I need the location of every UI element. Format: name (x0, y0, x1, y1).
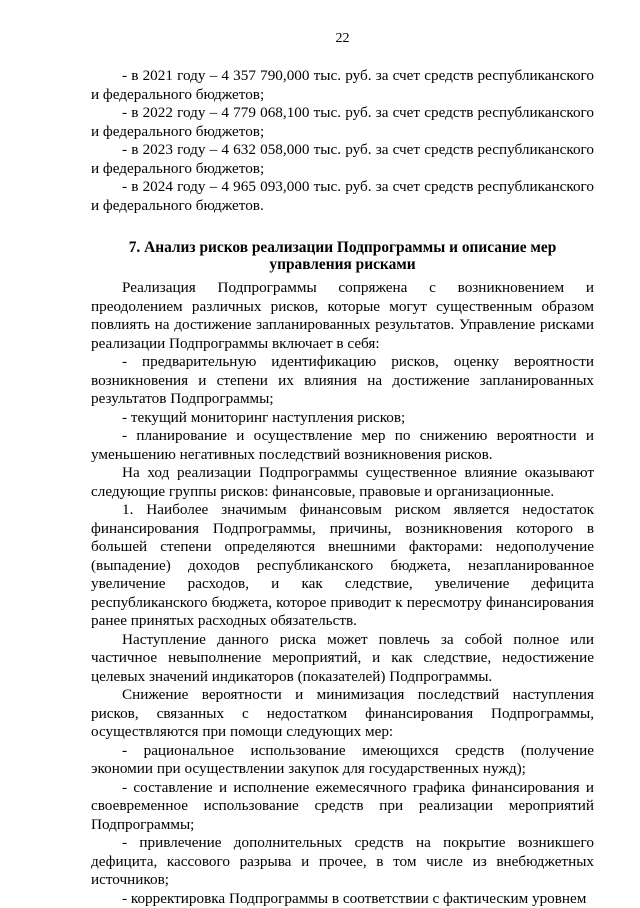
budget-list (91, 67, 594, 215)
paragraph-mitigation: Снижение вероятности и минимизация последствий наступления рисков, связанных с недостатком финансирования Подпрограммы, осуществляются при помощи следующих мер: (91, 686, 594, 742)
page-number: 22 (91, 0, 594, 47)
section-title: 7. Анализ рисков реализации Подпрограммы и описание мер управления рисками (91, 239, 594, 273)
list-item-planning: - планирование и осуществление мер по снижению вероятности и уменьшению негативных последствий возникновения рисков. (91, 427, 594, 464)
paragraph-risk-groups: На ход реализации Подпрограммы существенное влияние оказывают следующие группы рисков: финансовые, правовые и организационные. (91, 464, 594, 501)
risk-analysis-section (91, 239, 594, 908)
list-item-schedule: - составление и исполнение ежемесячного графика финансирования и своевременное использование средств при реализации мероприятий Подпрограммы; (91, 779, 594, 835)
list-item-correction: - корректировка Подпрограммы в соответствии с фактическим уровнем (91, 890, 594, 908)
list-item-monitoring: - текущий мониторинг наступления рисков; (91, 409, 594, 428)
list-item-additional-funds: - привлечение дополнительных средств на покрытие возникшего дефицита, кассового разрыва и прочее, в том числе из внебюджетных источников; (91, 834, 594, 890)
list-item-rational-use: - рациональное использование имеющихся средств (получение экономии при осуществлении закупок для государственных нужд); (91, 742, 594, 779)
paragraph-intro: Реализация Подпрограммы сопряжена с возникновением и преодолением различных рисков, которые могут существенным образом повлиять на достижение запланированных результатов. Управление рисками реализации Подпрограммы включает в себя: (91, 279, 594, 353)
budget-line-2022: - в 2022 году – 4 779 068,100 тыс. руб. за счет средств республиканского и федерального бюджетов; (91, 104, 594, 141)
paragraph-consequences: Наступление данного риска может повлечь за собой полное или частичное невыполнение мероприятий, и как следствие, недостижение целевых значений индикаторов (показателей) Подпрограммы. (91, 631, 594, 687)
list-item-identification: - предварительную идентификацию рисков, оценку вероятности возникновения и степени их влияния на достижение запланированных результатов Подпрограммы; (91, 353, 594, 409)
paragraph-financial-risk: 1. Наиболее значимым финансовым риском является недостаток финансирования Подпрограммы, причины, возникновения которого в большей степени определяются внешними факторами: недополучение (выпадение) доходов республиканского бюджета, незапланированное увеличение расходов, и как следствие, увеличение дефицита республиканского бюджета, которое приводит к пересмотру финансирования ранее принятых расходных обязательств. (91, 501, 594, 631)
budget-line-2021: - в 2021 году – 4 357 790,000 тыс. руб. за счет средств республиканского и федерального бюджетов; (91, 67, 594, 104)
budget-line-2023: - в 2023 году – 4 632 058,000 тыс. руб. за счет средств республиканского и федерального бюджетов; (91, 141, 594, 178)
budget-line-2024: - в 2024 году – 4 965 093,000 тыс. руб. за счет средств республиканского и федерального бюджетов. (91, 178, 594, 215)
